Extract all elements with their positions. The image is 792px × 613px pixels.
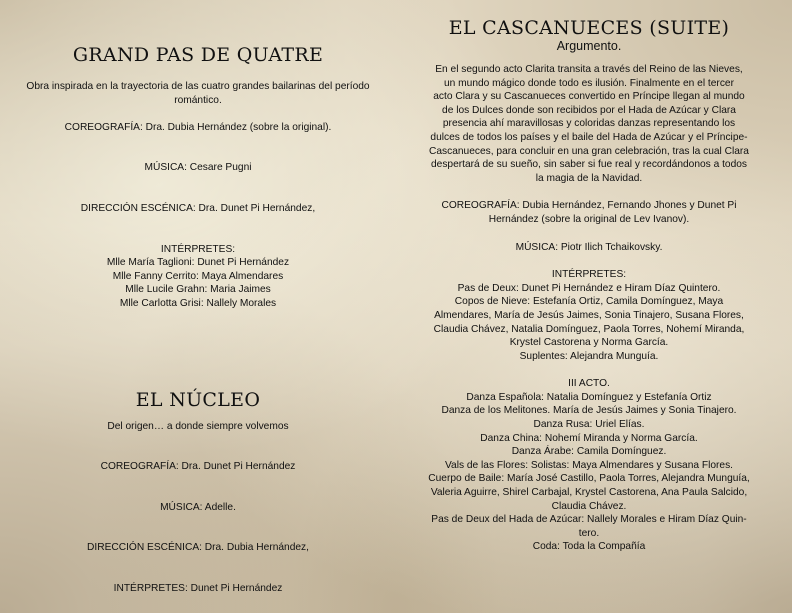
grand-pas-title: GRAND PAS DE QUATRE (72, 44, 324, 66)
left-panel (18, 0, 378, 596)
interprete-line: Mlle Fanny Cerrito: Maya Almendares (112, 270, 284, 282)
acto-line: Cuerpo de Baile: María José Castillo, Paola Torres, Alejandra Munguía, (428, 473, 750, 485)
acto-line: Danza Rusa: Uriel Elías. (533, 419, 645, 431)
cascanueces-interpretes-label: INTÉRPRETES: (551, 269, 627, 281)
argumento-line: Cascanueces, para concluir en una gran celebración, tras la cual Clara (429, 145, 749, 157)
interprete-line: Mlle Carlotta Grisi: Nallely Morales (119, 297, 277, 309)
argumento-line: En el segundo acto Clarita transita a través del Reino de las Nieves, (435, 64, 743, 75)
grand-pas-interpretes-label: INTÉRPRETES: (160, 243, 236, 255)
grand-pas-coreografia: COREOGRAFÍA: Dra. Dubia Hernández (sobre la original). (64, 121, 332, 133)
interprete-line: Pas de Deux: Dunet Pi Hernández e Hiram Díaz Quintero. (457, 282, 721, 294)
acto-line: tero. (578, 527, 600, 539)
interprete-line: Krystel Castorena y Norma García. (509, 337, 669, 349)
cascanueces-title: EL CASCANUECES (SUITE) (448, 17, 730, 39)
interprete-line: Almendares, María de Jesús Jaimes, Sonia Tinajero, Susana Flores, (434, 309, 744, 321)
interprete-line: Copos de Nieve: Estefanía Ortiz, Camila Domínguez, Maya (454, 296, 724, 308)
argumento-line: presencia ahí maravillosas y coloridas danzas representando los (442, 118, 736, 130)
acto-line: Vals de las Flores: Solistas: Maya Almendares y Susana Flores. (444, 459, 733, 471)
interprete-line: Mlle Lucile Grahn: Maria Jaimes (125, 284, 271, 296)
argumento-line: dulces de todos los países y el baile del Hada de Azúcar y el Príncipe- (430, 131, 748, 143)
acto-line: Pas de Deux del Hada de Azúcar: Nallely Morales e Hiram Díaz Quin- (431, 514, 747, 526)
grand-pas-direccion: DIRECCIÓN ESCÉNICA: Dra. Dunet Pi Hernández, (80, 202, 316, 214)
acto-line: Danza Española: Natalia Domínguez y Estefanía Ortiz (466, 391, 712, 403)
el-nucleo-coreografia: COREOGRAFÍA: Dra. Dunet Pi Hernández (100, 461, 296, 473)
el-nucleo-musica: MÚSICA: Adelle. (160, 501, 236, 513)
interprete-line: Claudia Chávez, Natalia Domínguez, Paola Torres, Nohemí Miranda, (433, 323, 745, 335)
cascanueces-coreografia: COREOGRAFÍA: Dubia Hernández, Fernando Jhones y Dunet Pi (441, 200, 737, 212)
argumento-line: la magia de la Navidad. (535, 172, 643, 184)
acto-line: Danza Árabe: Camila Domínguez. (511, 446, 667, 458)
cascanueces-musica: MÚSICA: Piotr Ilich Tchaikovsky. (515, 241, 663, 253)
right-panel (404, 0, 774, 554)
argumento-line: acto Clara y su Cascanueces convertido en Príncipe llegan al mundo (433, 91, 745, 103)
el-nucleo-title: EL NÚCLEO (135, 388, 261, 411)
interprete-line: Mlle María Taglioni: Dunet Pi Hernández (106, 257, 290, 269)
grand-pas-description: Obra inspirada en la trayectoria de las cuatro grandes bailarinas del período romántico. (26, 81, 370, 106)
argumento-line: despertará de su sueño, sin saber si fue real y recordándonos a todos (430, 159, 747, 171)
acto-line: Danza China: Nohemí Miranda y Norma García. (480, 432, 698, 444)
acto-line: Danza de los Melitones. María de Jesús Jaimes y Sonia Tinajero. (441, 405, 737, 417)
el-nucleo-description: Del origen… a donde siempre volvemos (107, 420, 289, 432)
el-nucleo-direccion: DIRECCIÓN ESCÉNICA: Dra. Dubia Hernández, (87, 542, 309, 554)
el-nucleo-interpretes: INTÉRPRETES: Dunet Pi Hernández (113, 582, 283, 594)
acto-line: Valeria Aguirre, Shirel Carbajal, Krystel Castorena, Ana Paula Salcido, (430, 487, 748, 499)
cascanueces-subtitle: Argumento. (556, 39, 622, 53)
acto-line: Claudia Chávez. (551, 500, 627, 512)
argumento-line: un mundo mágico donde todo es ilusión. Finalmente en el tercer (444, 77, 734, 89)
acto-label: III ACTO. (568, 378, 610, 390)
cascanueces-coreografia: Hernández (sobre la original de Lev Ivanov). (488, 213, 690, 225)
grand-pas-musica: MÚSICA: Cesare Pugni (144, 162, 252, 174)
interprete-line: Suplentes: Alejandra Munguía. (519, 350, 659, 362)
acto-line: Coda: Toda la Compañía (532, 541, 646, 553)
argumento-line: de los Dulces donde son recibidos por el Hada de Azúcar y Clara (442, 104, 736, 116)
